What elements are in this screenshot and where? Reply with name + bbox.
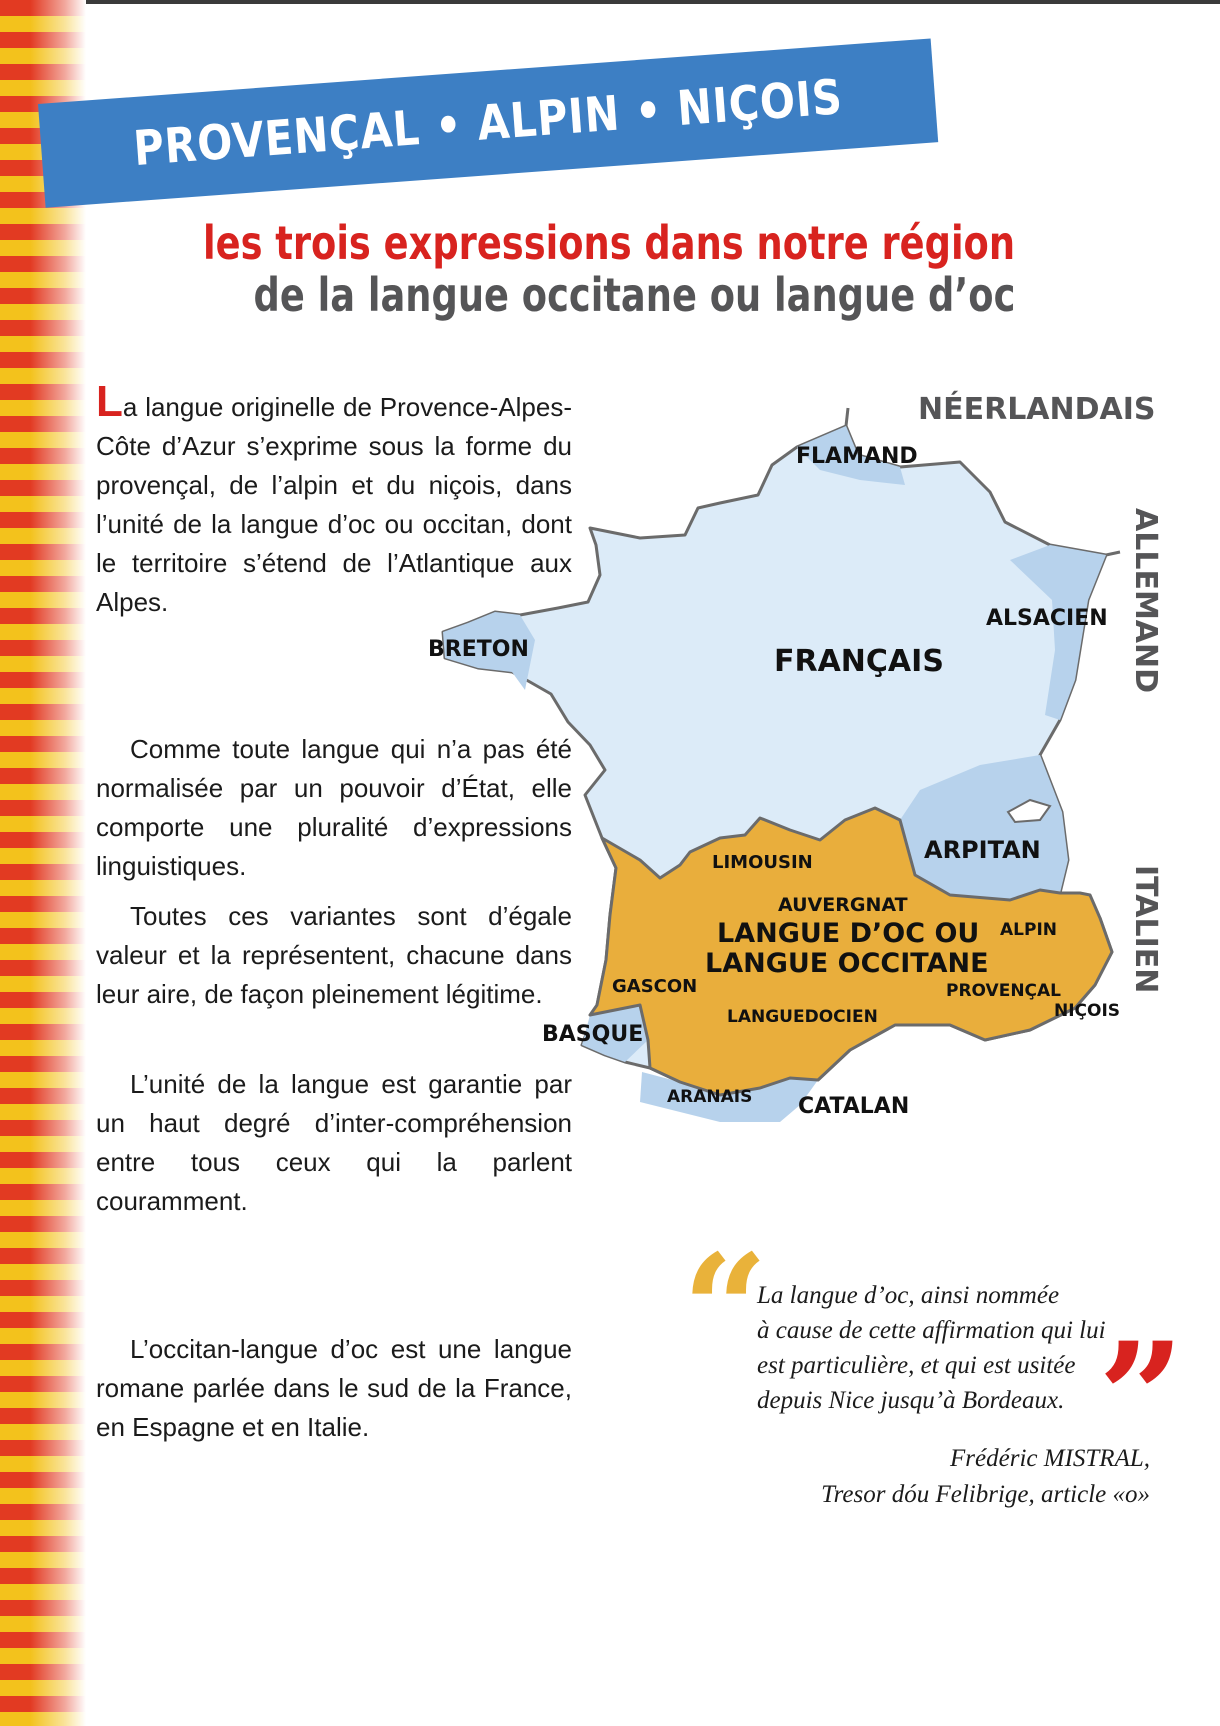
- nicois-label: NIÇOIS: [1054, 1001, 1121, 1021]
- flamand-label: FLAMAND: [796, 444, 918, 469]
- basque-label: BASQUE: [542, 1022, 644, 1047]
- francais-label: FRANÇAIS: [774, 644, 944, 679]
- aranais-label: ARANAIS: [667, 1087, 753, 1107]
- subtitle-line-2: de la langue occitane ou langue d’oc: [253, 268, 1015, 322]
- auvergnat-label: AUVERGNAT: [778, 894, 908, 916]
- italien-label: ITALIEN: [1128, 865, 1163, 994]
- allemand-label: ALLEMAND: [1128, 508, 1163, 694]
- quote-source: Tresor dóu Felibrige, article «o»: [821, 1481, 1150, 1508]
- quote-open-mark: “: [682, 1222, 769, 1398]
- langue-doc-label-line-2: LANGUE OCCITANE: [705, 948, 989, 979]
- quote-close-mark: ”: [1098, 1310, 1185, 1486]
- catalan-label: CATALAN: [798, 1094, 910, 1119]
- breton-label: BRETON: [428, 637, 529, 662]
- quote-text: [757, 1278, 1117, 1418]
- germany-border: [1106, 552, 1120, 555]
- quote-line: depuis Nice jusqu’à Bordeaux.: [757, 1387, 1065, 1414]
- quote-line: est particulière, et qui est usitée: [757, 1352, 1076, 1379]
- quote-line: à cause de cette affirmation qui lui: [757, 1317, 1106, 1344]
- subtitle-line-1: les trois expressions dans notre région: [202, 216, 1015, 270]
- provencal-label: PROVENÇAL: [946, 981, 1062, 1001]
- paragraph-5: L’occitan-langue d’oc est une langue romane parlée dans le sud de la France, en Espagne et en Italie.: [96, 1334, 572, 1442]
- langue-doc-label-line-1: LANGUE D’OC OU: [717, 918, 980, 949]
- paragraph-3: Toutes ces variantes sont d’égale valeur et la représentent, chacune dans leur aire, de façon pleinement légitime.: [96, 901, 572, 1009]
- belgium-border: [846, 408, 848, 426]
- paragraph-4: L’unité de la langue est garantie par un haut degré d’inter-compréhension entre tous ceux qui la parlent couramment.: [96, 1069, 572, 1216]
- quote-author: Frédéric MISTRAL,: [950, 1445, 1150, 1472]
- languedocien-label: LANGUEDOCIEN: [727, 1007, 878, 1027]
- gascon-label: GASCON: [612, 976, 698, 997]
- alsacien-label: ALSACIEN: [986, 606, 1108, 631]
- drop-cap: L: [96, 377, 123, 426]
- arpitan-label: ARPITAN: [924, 836, 1041, 864]
- neerlandais-label: NÉERLANDAIS: [918, 392, 1156, 427]
- paragraph-2: Comme toute langue qui n’a pas été normalisée par un pouvoir d’État, elle comporte une pluralité d’expressions linguistiques.: [96, 734, 572, 881]
- intro-paragraph-text: a langue originelle de Provence-Alpes-Côte d’Azur s’exprime sous la forme du provençal, de l’alpin et du niçois, dans l’unité de la langue d’oc ou occitan, dont le territoire s’étend de l’Atlantique aux Alpes.: [96, 392, 572, 617]
- limousin-label: LIMOUSIN: [712, 852, 813, 873]
- alpin-label: ALPIN: [1000, 920, 1058, 940]
- quote-line: La langue d’oc, ainsi nommée: [757, 1282, 1060, 1309]
- banner-title: PROVENÇAL • ALPIN • NIÇOIS: [131, 69, 845, 178]
